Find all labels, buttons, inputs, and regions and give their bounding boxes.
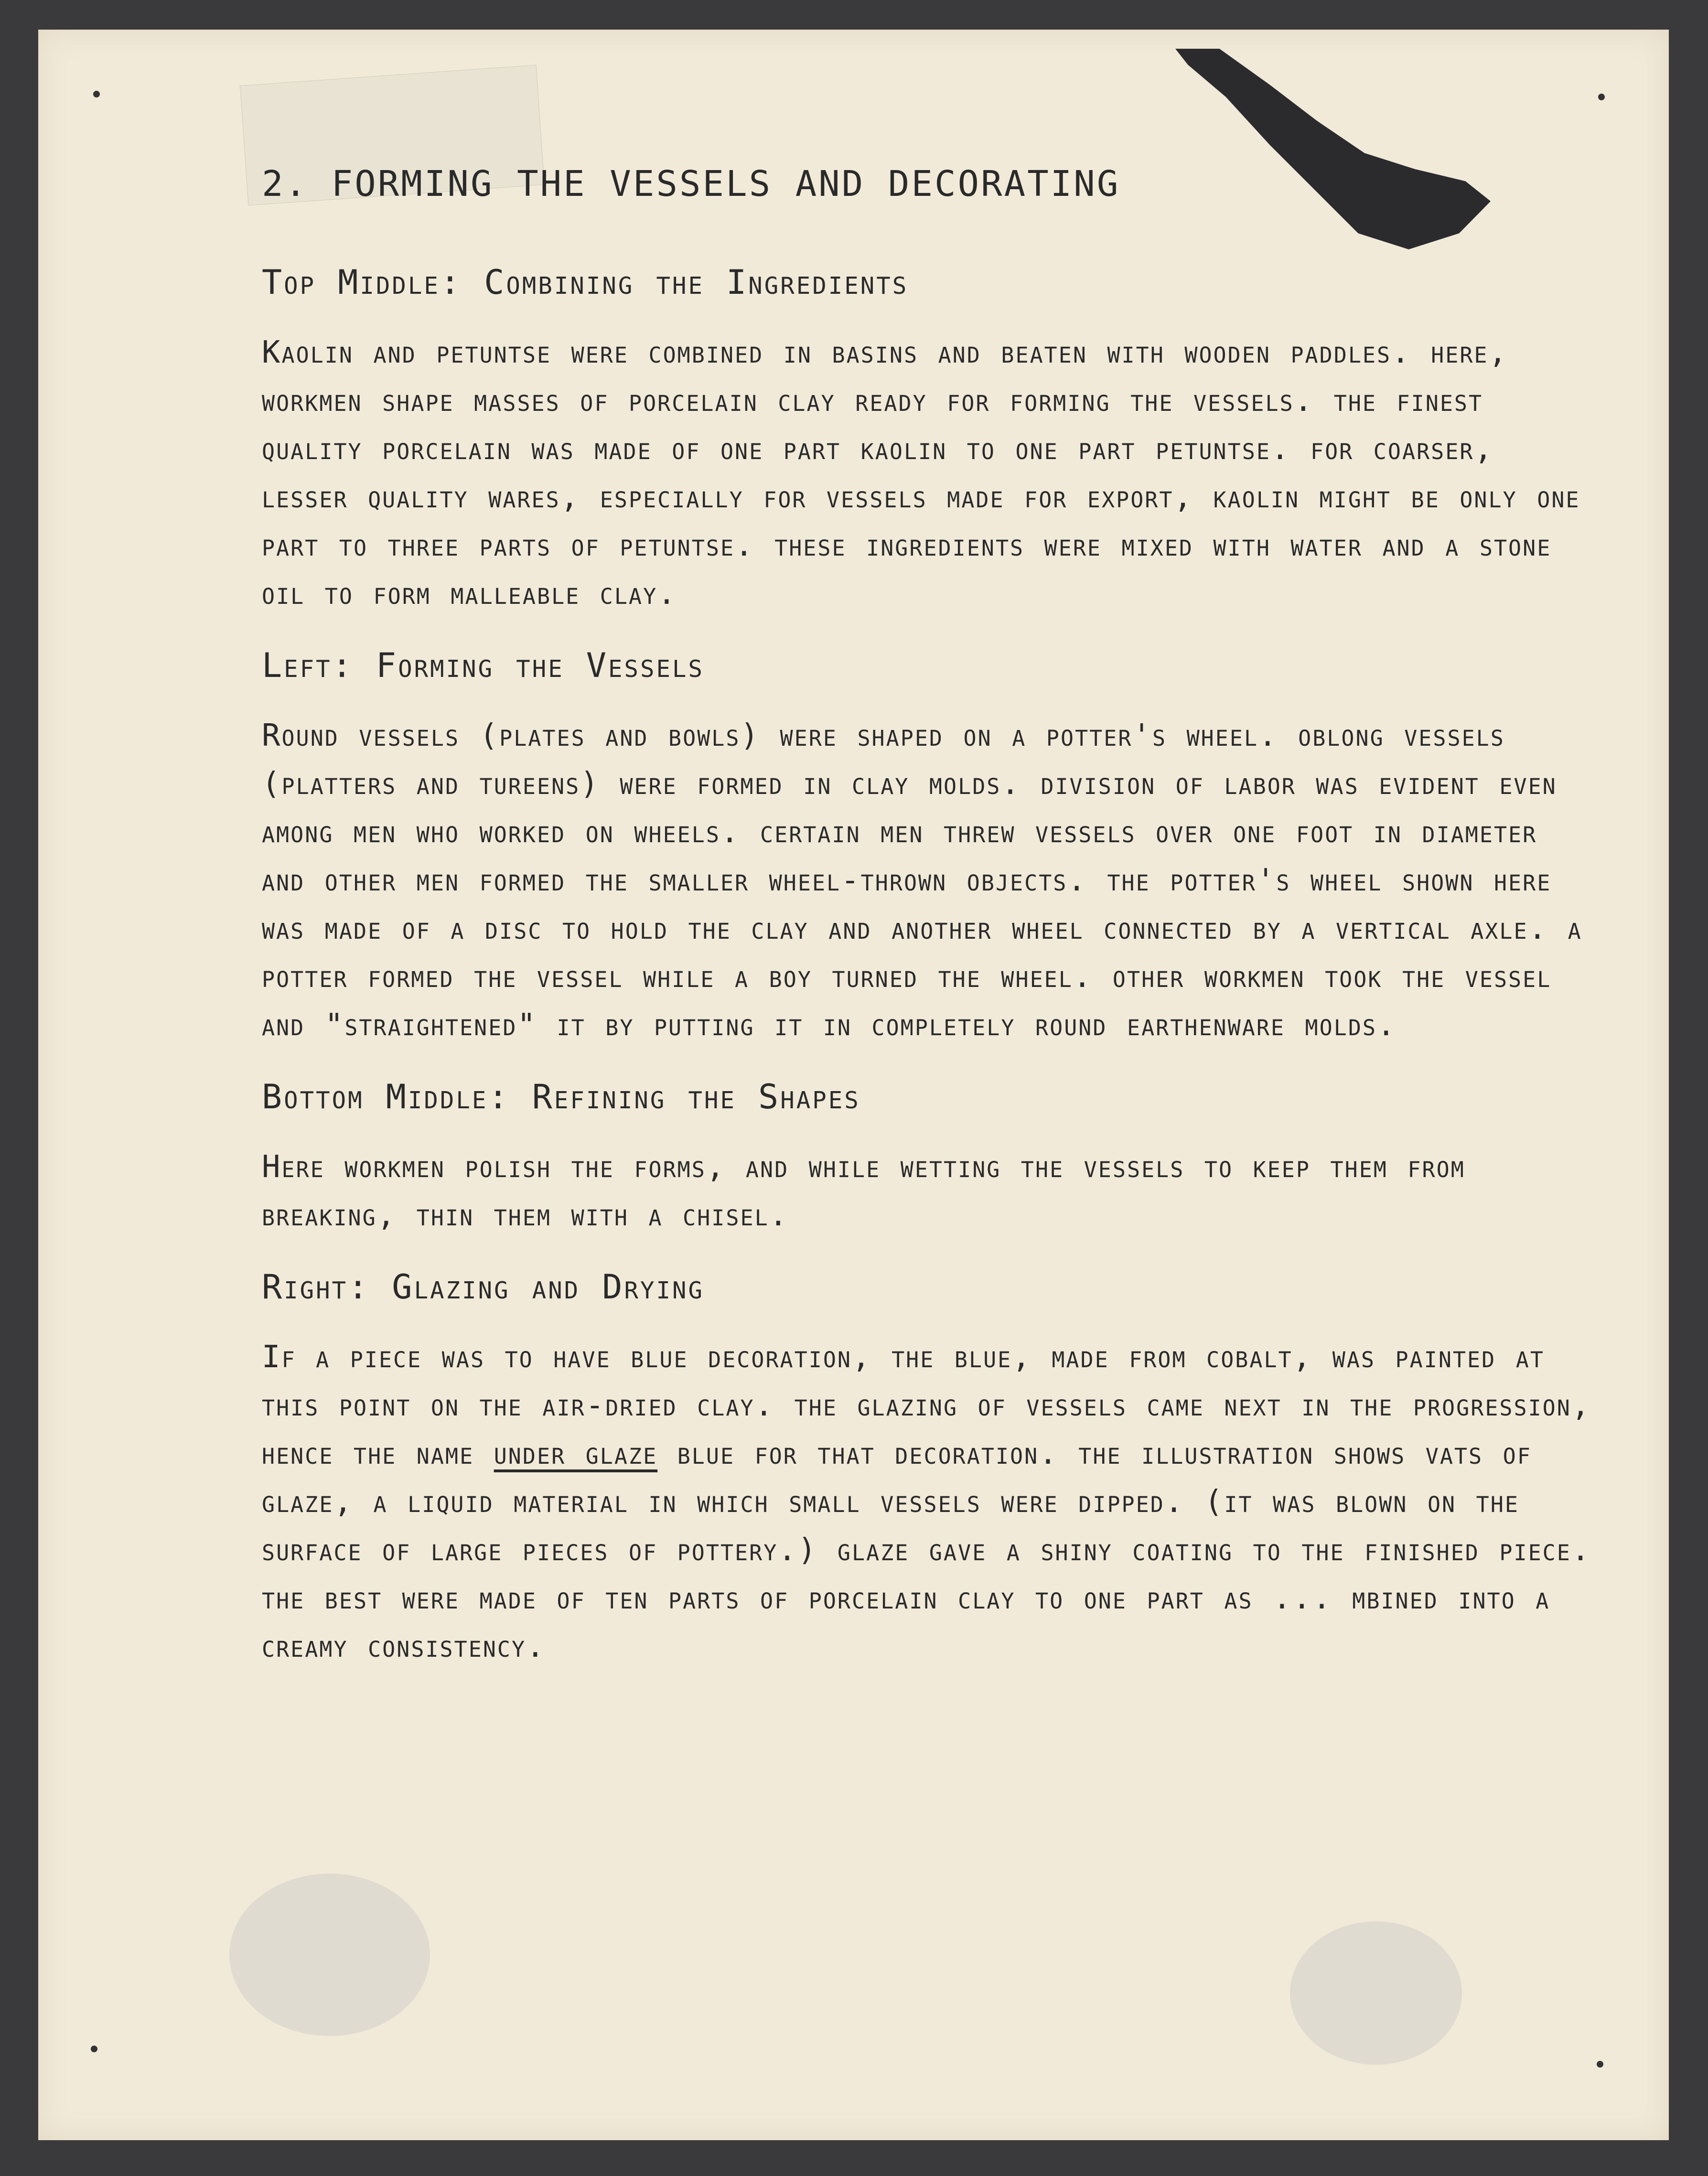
stain — [229, 1874, 430, 2036]
section-heading: Bottom Middle: Refining the Shapes — [262, 1077, 860, 1116]
paper-sheet — [38, 30, 1669, 2140]
section-paragraph — [262, 1333, 1600, 1671]
paragraph-text: If a piece was to have blue decoration, the blue, made from cobalt, was painted at this point on the air-dried clay. the glazing of vessels came next in the progression, hence the name — [262, 1340, 1591, 1471]
pin-hole — [91, 2046, 97, 2052]
underlined-term: under glaze — [494, 1436, 658, 1471]
section-paragraph: Round vessels (plates and bowls) were shaped on a potter's wheel. oblong vessels (platters and tureens) were formed in clay molds. division of labor was evident even among men who worked on wheels. certain men threw vessels over one foot in diameter and other men formed the smaller wheel-thrown objects. the potter's wheel shown here was made of a disc to hold the clay and another wheel connected by a vertical axle. a potter formed the vessel while a boy turned the wheel. other workmen took the vessel and "straightened" it by putting it in completely round earthenware molds. — [262, 718, 1582, 1043]
stain — [1290, 1921, 1462, 2065]
section-paragraph: Here workmen polish the forms, and while wetting the vessels to keep them from breaking, thin them with a chisel. — [262, 1149, 1465, 1233]
pin-hole — [1597, 2061, 1603, 2068]
paragraph-text: blue for that decoration. the illustration shows vats of glaze, a liquid material in which small vessels were dipped. (it was blown on the surface of large pieces of pottery.) glaze gave a shiny coating to the finished piece. the best were made of ten parts of porcelain clay to one part as ... mbined into a creamy consistency. — [262, 1436, 1591, 1664]
pin-hole — [93, 91, 100, 97]
page-title: 2. FORMING THE VESSELS AND DECORATING — [262, 163, 1120, 204]
section-heading: Right: Glazing and Drying — [262, 1267, 705, 1307]
section-paragraph: Kaolin and petuntse were combined in basins and beaten with wooden paddles. here, workmen shape masses of porcelain clay ready for forming the vessels. the finest quality porcelain was made of one part kaolin to one part petuntse. for coarser, lesser quality wares, especially for vessels made for export, kaolin might be only one part to three parts of petuntse. these ingredients were mixed with water and a stone oil to form malleable clay. — [262, 335, 1580, 611]
document-body — [262, 163, 1600, 1699]
section-heading: Left: Forming the Vessels — [262, 646, 705, 685]
section-heading: Top Middle: Combining the Ingredients — [262, 263, 909, 302]
pin-hole — [1598, 94, 1605, 100]
